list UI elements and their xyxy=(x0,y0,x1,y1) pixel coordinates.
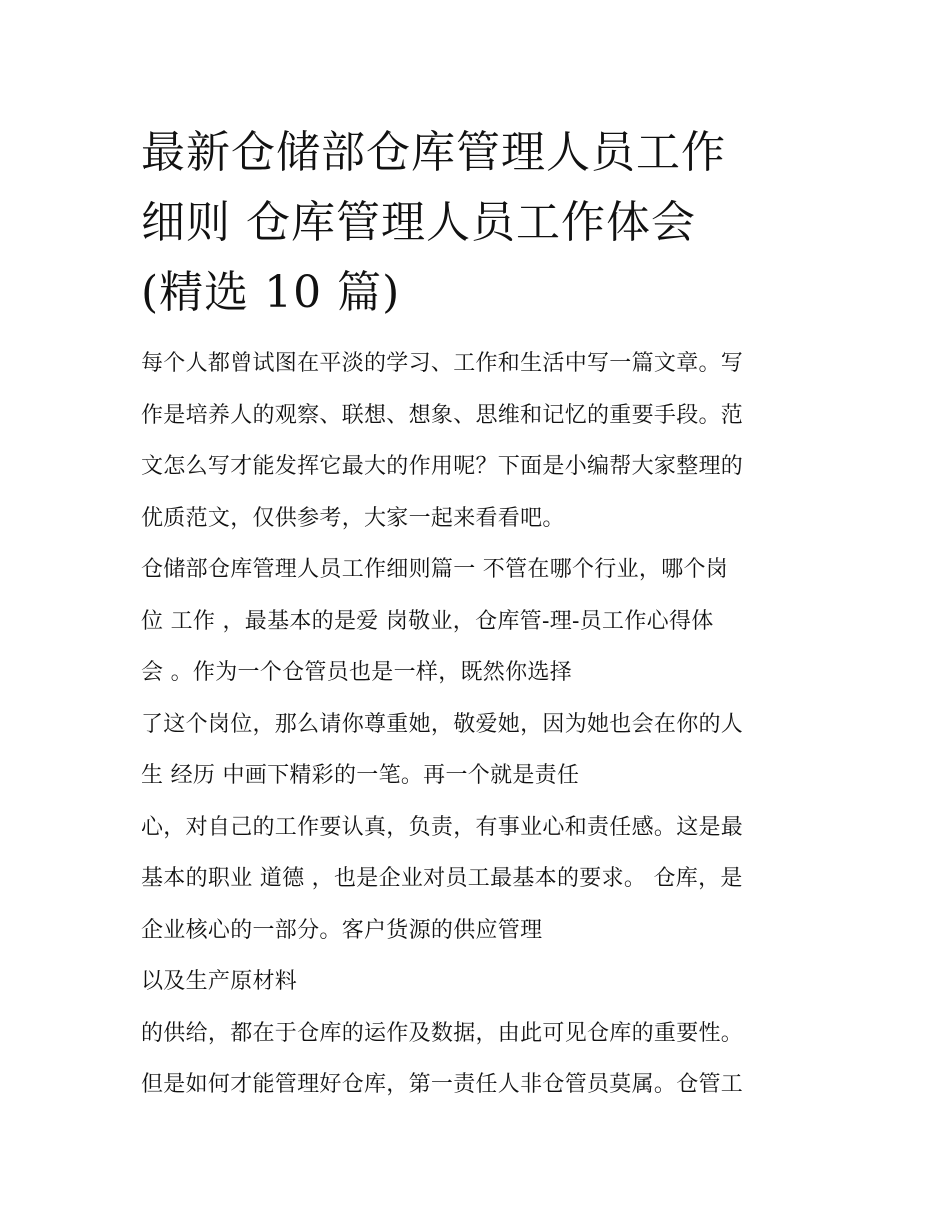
body-line: 企业核心的一部分。客户货源的供应管理 xyxy=(141,917,543,943)
body-line: 仓储部仓库管理人员工作细则篇一 不管在哪个行业，哪个岗 xyxy=(141,557,729,582)
title-line-2: 细则 仓库管理人员工作体会 xyxy=(141,197,696,248)
body-line: 作是培养人的观察、联想、想象、思维和记忆的重要手段。范 xyxy=(141,402,744,428)
body-line: 心，对自己的工作要认真，负责，有事业心和责任感。这是最 xyxy=(141,814,744,840)
body-line: 会 。作为一个仓管员也是一样，既然你选择 xyxy=(141,660,572,685)
body-line: 位 工作 ，最基本的是爱 岗敬业，仓库管-理-员工作心得体 xyxy=(141,608,714,634)
body-line: 生 经历 中画下精彩的一笔。再一个就是责任 xyxy=(141,763,580,788)
body-line: 基本的职业 道德 ，也是企业对员工最基本的要求。 仓库，是 xyxy=(141,866,743,891)
document-title xyxy=(141,118,821,328)
body-line: 每个人都曾试图在平淡的学习、工作和生活中写一篇文章。写 xyxy=(141,351,744,376)
body-line: 但是如何才能管理好仓库，第一责任人非仓管员莫属。仓管工 xyxy=(141,1072,744,1097)
title-line-1: 最新仓储部仓库管理人员工作 xyxy=(141,127,726,178)
body-line: 以及生产原材料 xyxy=(141,969,298,994)
body-line: 文怎么写才能发挥它最大的作用呢？下面是小编帮大家整理的 xyxy=(141,454,744,479)
title-line-3: (精选 10 篇) xyxy=(141,267,401,318)
body-line: 的供给，都在于仓库的运作及数据，由此可见仓库的重要性。 xyxy=(141,1020,744,1046)
document-body xyxy=(141,338,821,1111)
body-line: 了这个岗位，那么请你尊重她，敬爱她，因为她也会在你的人 xyxy=(141,711,744,737)
body-line: 优质范文，仅供参考，大家一起来看看吧。 xyxy=(141,505,565,531)
document-page xyxy=(141,118,821,1111)
